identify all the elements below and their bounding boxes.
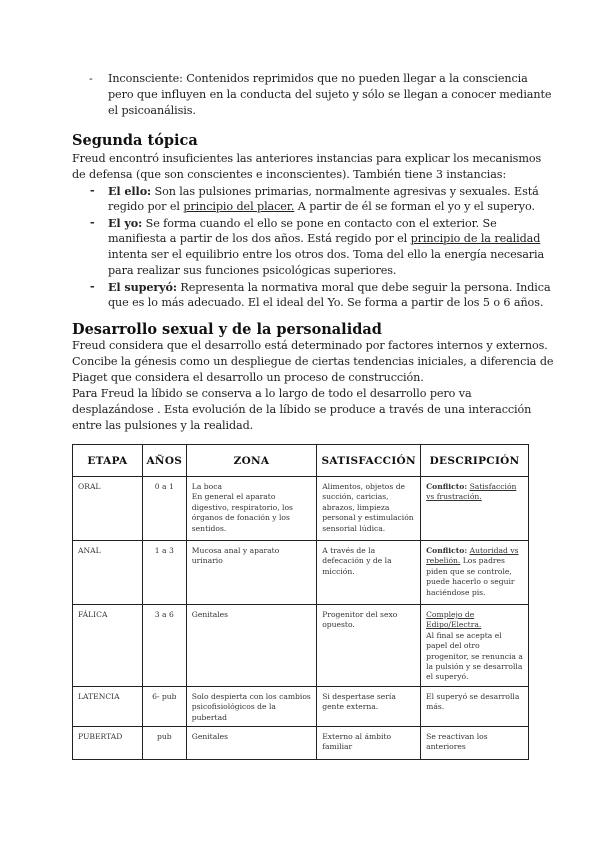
cell-descripcion: Complejo de Edipo/Electra. Al final se acepta el papel del otro progenitor, se renuncia a la pulsión y se desarrolla el superyó. (421, 605, 529, 687)
inconsciente-line-1: Inconsciente: Contenidos reprimidos que no pueden llegar a la consciencia (108, 72, 528, 85)
cell-descripcion: Se reactivan los anteriores (421, 727, 529, 760)
principio-realidad: principio de la realidad (410, 232, 541, 245)
ello-line-2: regido por el principio del placer. A partir de él se forman el yo y el superyo. (108, 200, 535, 213)
cell-zona: La boca En general el aparato digestivo, respiratorio, los órganos de fonación y los sentidos. (186, 477, 316, 541)
header-descripcion: DESCRIPCIÓN (421, 445, 529, 477)
cell-anos: 1 a 3 (142, 541, 186, 605)
yo-line-1: El yo: Se forma cuando el ello se pone en contacto con el exterior. Se (108, 216, 497, 230)
cell-satisfaccion: Si despertase sería gente externa. (317, 686, 421, 726)
cell-anos: 6- pub (142, 686, 186, 726)
table-row (73, 727, 529, 760)
cell-satisfaccion: Progenitor del sexo opuesto. (317, 605, 421, 687)
cell-satisfaccion: A través de la defecación y de la micción. (317, 541, 421, 605)
yo-line-2: manifiesta a partir de los dos años. Está regido por el principio de la realidad (108, 232, 541, 245)
cell-satisfaccion: Externo al ámbito familiar (317, 727, 421, 760)
cell-descripcion: Conflicto: Satisfacción vs frustración. (421, 477, 529, 541)
table-row (73, 477, 529, 541)
yo-term: El yo: (108, 216, 143, 230)
segunda-intro-1: Freud encontró insuficientes las anteriores instancias para explicar los mecanismos (72, 152, 542, 165)
desarrollo-line-5: desplazándose . Esta evolución de la líbido se produce a través de una interacción (72, 403, 532, 416)
cell-etapa: ANAL (73, 541, 143, 605)
cell-zona: Genitales (186, 727, 316, 760)
heading-desarrollo: Desarrollo sexual y de la personalidad (72, 321, 382, 338)
cell-anos: 0 a 1 (142, 477, 186, 541)
superyo-line-1: El superyó: Representa la normativa moral que debe seguir la persona. Indica (108, 280, 551, 294)
principio-placer: principio del placer. (183, 200, 295, 213)
inconsciente-line-3: el psicoanálisis. (108, 104, 196, 117)
header-etapa: ETAPA (73, 445, 143, 477)
yo-line-4: para realizar sus funciones psicológicas superiores. (108, 264, 397, 277)
list-dash: - (90, 280, 95, 293)
table-row (73, 541, 529, 605)
cell-descripcion: Conflicto: Autoridad vs rebelión. Los padres piden que se controle, puede hacerlo o seguir haciéndose pis. (421, 541, 529, 605)
cell-zona: Mucosa anal y aparato urinario (186, 541, 316, 605)
list-dash: - (90, 216, 95, 229)
superyo-term: El superyó: (108, 280, 177, 294)
ello-line-1: El ello: Son las pulsiones primarias, normalmente agresivas y sexuales. Está (108, 184, 539, 198)
list-dash: - (89, 72, 93, 85)
cell-etapa: ORAL (73, 477, 143, 541)
heading-segunda-topica: Segunda tópica (72, 132, 198, 149)
table-row (73, 686, 529, 726)
desarrollo-line-3: Piaget que considera el desarrollo un proceso de construcción. (72, 371, 424, 384)
cell-etapa: PUBERTAD (73, 727, 143, 760)
inconsciente-line-2: pero que influyen en la conducta del sujeto y sólo se llegan a conocer mediante (108, 88, 552, 101)
cell-satisfaccion: Alimentos, objetos de succión, caricias, abrazos, limpieza personal y estimulación sensorial lúdica. (317, 477, 421, 541)
cell-anos: 3 a 6 (142, 605, 186, 687)
cell-etapa: LATENCIA (73, 686, 143, 726)
header-zona: ZONA (186, 445, 316, 477)
cell-etapa: FÁLICA (73, 605, 143, 687)
desarrollo-line-6: entre las pulsiones y la realidad. (72, 419, 254, 432)
table-row (73, 605, 529, 687)
cell-zona: Genitales (186, 605, 316, 687)
desarrollo-line-4: Para Freud la líbido se conserva a lo largo de todo el desarrollo pero va (72, 387, 472, 400)
cell-zona: Solo despierta con los cambios psicofisiológicos de la pubertad (186, 686, 316, 726)
cell-descripcion: El superyó se desarrolla más. (421, 686, 529, 726)
header-satisfaccion: SATISFACCIÓN (317, 445, 421, 477)
stages-table (72, 444, 529, 760)
desarrollo-line-2: Concibe la génesis como un despliegue de ciertas tendencias iniciales, a diferencia de (72, 355, 554, 368)
cell-anos: pub (142, 727, 186, 760)
yo-line-3: intenta ser el equilibrio entre los otros dos. Toma del ello la energía necesaria (108, 248, 545, 261)
list-dash: - (90, 184, 95, 197)
segunda-intro-2: de defensa (que son conscientes e inconscientes). También tiene 3 instancias: (72, 168, 507, 181)
desarrollo-line-1: Freud considera que el desarrollo está determinado por factores internos y externos. (72, 339, 548, 352)
table-header-row (73, 445, 529, 477)
superyo-line-2: que es lo más adecuado. El el ideal del Yo. Se forma a partir de los 5 o 6 años. (108, 296, 544, 309)
ello-term: El ello: (108, 184, 152, 198)
header-anos: AÑOS (142, 445, 186, 477)
